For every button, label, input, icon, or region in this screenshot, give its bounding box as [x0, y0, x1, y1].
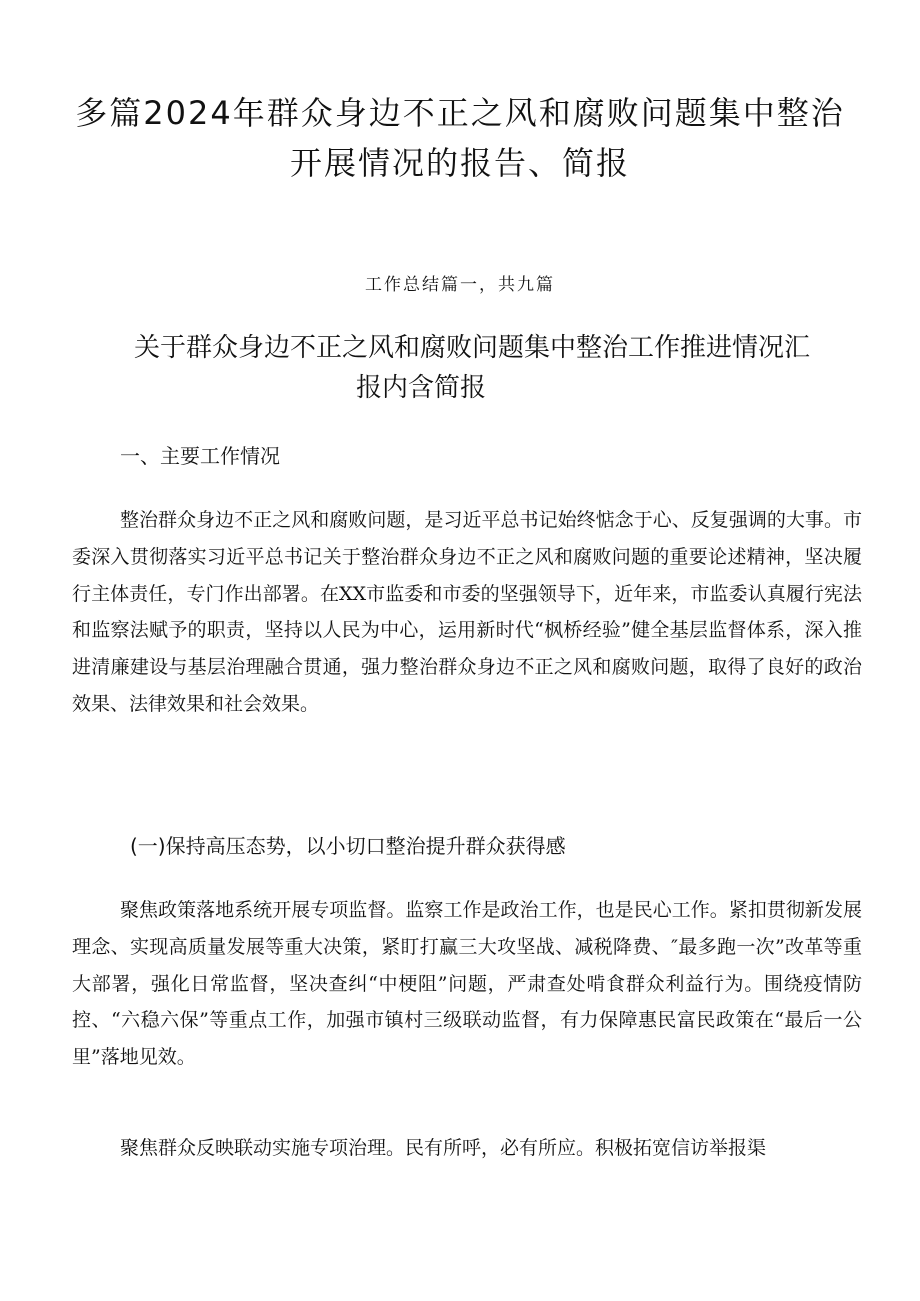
main-title-line-2: 开展情况的报告、简报	[289, 144, 630, 182]
main-title	[70, 88, 850, 188]
paragraph-2: 聚焦政策落地系统开展专项监督。监察工作是政治工作，也是民心工作。紧扣贯彻新发展理念、实现高质量发展等重大决策，紧盯打赢三大攻坚战、减税降费、″最多跑一次”改革等重大部署，强化日常监督，坚决查纠“中梗阻”问题，严肃查处啃食群众利益行为。围绕疫情防控、“六稳六保”等重点工作，加强市镇村三级联动监督，有力保障惠民富民政策在“最后一公里”落地见效。	[72, 899, 862, 1069]
subsection-heading: (一)保持高压态势，以小切口整治提升群众获得感	[130, 834, 566, 858]
paragraph-3: 聚焦群众反映联动实施专项治理。民有所呼，必有所应。积极拓宽信访举报渠	[120, 1137, 767, 1159]
document-title	[100, 328, 860, 408]
section-heading: 一、主要工作情况	[120, 444, 280, 468]
subtitle: 工作总结篇一，共九篇	[365, 275, 555, 295]
main-title-line-1: 多篇2024年群众身边不正之风和腐败问题集中整治	[75, 94, 845, 132]
paragraph-1: 整治群众身边不正之风和腐败问题，是习近平总书记始终惦念于心、反复强调的大事。市委深入贯彻落实习近平总书记关于整治群众身边不正之风和腐败问题的重要论述精神，坚决履行主体责任，专门作出部署。在XX市监委和市委的坚强领导下，近年来，市监委认真履行宪法和监察法赋予的职责，坚持以人民为中心，运用新时代“枫桥经验”健全基层监督体系，深入推进清廉建设与基层治理融合贯通，强力整治群众身边不正之风和腐败问题，取得了良好的政治效果、法律效果和社会效果。	[72, 509, 862, 715]
document-title-line-1: 关于群众身边不正之风和腐败问题集中整治工作推进情况汇	[134, 333, 811, 363]
document-title-line-2: 报内含简报	[356, 373, 487, 403]
